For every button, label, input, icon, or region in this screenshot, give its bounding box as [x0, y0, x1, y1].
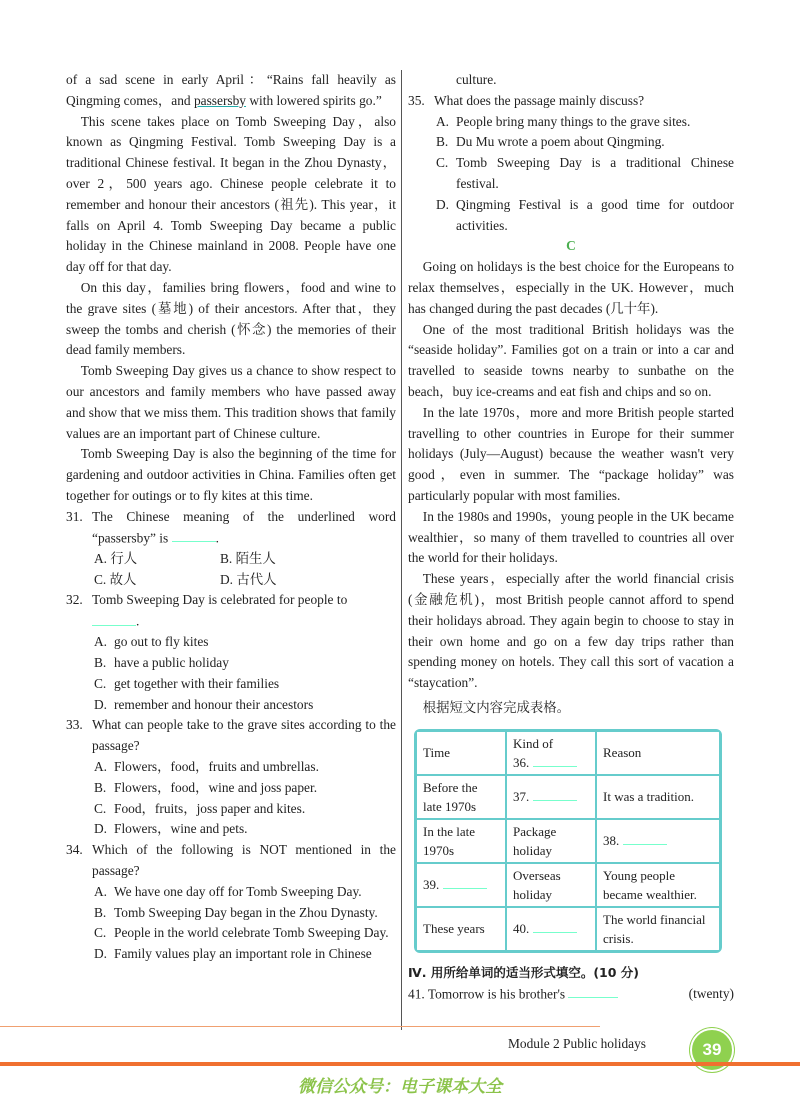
question-32: 32. Tomb Sweeping Day is celebrated for people to .: [66, 592, 348, 629]
option-d[interactable]: D. Family values play an important role in Chinese: [94, 946, 372, 962]
page-number: 39: [690, 1028, 734, 1072]
table-row: 39. Overseas holiday Young people became wealthier.: [416, 863, 720, 907]
option-a[interactable]: A. People bring many things to the grave sites.: [436, 113, 691, 129]
option-d[interactable]: D. remember and honour their ancestors: [94, 696, 314, 712]
table-row: In the late 1970s Package holiday 38.: [416, 819, 720, 863]
answer-blank-39[interactable]: [443, 875, 487, 889]
column-divider: [401, 70, 402, 1030]
answer-blank-40[interactable]: [533, 919, 577, 933]
question-31: 31. The Chinese meaning of the underlined word “passersby” is .: [66, 508, 396, 545]
passage-paragraph: Going on holidays is the best choice for the Europeans to relax themselves，especially in the UK. However，much has changed during the past decades (几十年).: [408, 259, 734, 316]
passage-paragraph: One of the most traditional British holidays was the “seaside holiday”. Families got on a train or into a car and travelled to seaside towns nearby to sunbathe on the beach，buy ice-creams and eat fish and chips and so on.: [408, 321, 734, 399]
question-34: 34. Which of the following is NOT mentioned in the passage?: [66, 842, 396, 879]
right-column: [408, 70, 734, 1005]
table-instruction: 根据短文内容完成表格。: [422, 699, 571, 715]
option-a[interactable]: A. go out to fly kites: [94, 634, 209, 650]
summary-table: [414, 729, 722, 953]
passage-paragraph: This scene takes place on Tomb Sweeping Day，also known as Qingming Festival. Tomb Sweeping Day is a traditional Chinese festival. It began in the Zhou Dynasty，over 2，500 years ago. Chinese people celebrate it to remember and honour their ancestors (祖先). This year，it falls on April 4. Tomb Sweeping Day became a public holiday in the Chinese mainland in 2008. People have one day off for that day.: [66, 113, 396, 275]
footer-bar: [0, 1062, 800, 1066]
option-b[interactable]: B. Tomb Sweeping Day began in the Zhou Dynasty.: [94, 904, 378, 920]
answer-blank[interactable]: [92, 611, 136, 625]
option-b[interactable]: B. 陌生人: [220, 550, 276, 566]
left-column: [66, 70, 396, 965]
table-row: Before the late 1970s 37. It was a tradition.: [416, 775, 720, 819]
option-a[interactable]: A. Flowers，food，fruits and umbrellas.: [94, 759, 319, 775]
option-b[interactable]: B. have a public holiday: [94, 655, 229, 671]
option-c[interactable]: C. get together with their families: [94, 675, 280, 691]
option-b[interactable]: B. Flowers，food，wine and joss paper.: [94, 779, 318, 795]
options-row: [66, 570, 396, 591]
option-d[interactable]: D. 古代人: [220, 571, 277, 587]
option-c[interactable]: C. Food，fruits，joss paper and kites.: [94, 800, 306, 816]
option-d[interactable]: D. Qingming Festival is a good time for outdoor activities.: [436, 196, 734, 233]
footer-module: Module 2 Public holidays: [508, 1036, 646, 1051]
answer-blank-38[interactable]: [623, 831, 667, 845]
table-row: These years 40. The world financial crisis.: [416, 907, 720, 951]
option-a[interactable]: A. 行人: [94, 550, 138, 566]
option-c[interactable]: C. Tomb Sweeping Day is a traditional Chinese festival.: [436, 155, 734, 191]
passage-paragraph: Tomb Sweeping Day is also the beginning of the time for gardening and outdoor activities in China. Families often get together for outings or to fly kites at this time.: [66, 446, 396, 503]
question-33: 33. What can people take to the grave sites according to the passage?: [66, 717, 396, 754]
option-a[interactable]: A. We have one day off for Tomb Sweeping Day.: [94, 883, 362, 899]
options-row: [66, 549, 396, 570]
section-heading: C: [566, 238, 576, 254]
option-continuation: culture.: [456, 72, 497, 87]
option-c[interactable]: C. People in the world celebrate Tomb Sweeping Day.: [94, 925, 389, 941]
answer-blank-37[interactable]: [533, 787, 577, 801]
answer-blank[interactable]: [172, 528, 216, 542]
answer-blank-41[interactable]: [568, 984, 618, 998]
wechat-watermark: 微信公众号：电子课本大全: [298, 1077, 502, 1097]
answer-blank-36[interactable]: [533, 753, 577, 767]
passage-paragraph: These years，especially after the world financial crisis (金融危机)，most British people cannot afford to spend their holidays abroad. They again begin to choose to stay in their own home and go on a few day trips rather than spending money on hotels. They call this sort of vacation a “staycation”.: [408, 571, 734, 691]
passage-paragraph: On this day，families bring flowers，food and wine to the grave sites (墓地) of their ancestors. After that，they sweep the tombs and cherish (怀念) the memories of their dead family members.: [66, 279, 396, 358]
table-header-row: Time Kind of 36. Reason: [416, 731, 720, 775]
option-d[interactable]: D. Flowers，wine and pets.: [94, 821, 248, 837]
footer-rule: [0, 1026, 600, 1027]
question-41: 41. Tomorrow is his brother's (twenty): [408, 985, 734, 1001]
passage-opening: of a sad scene in early April：“Rains fall heavily as Qingming comes，and passersby with lowered spirits go.”: [66, 72, 396, 108]
passage-paragraph: In the late 1970s，more and more British people started travelling to other countries in Europe for their summer holidays (July—August) because the weather wasn't very good，even in summer. The “package holiday” was particularly popular with most families.: [408, 404, 734, 503]
passage-paragraph: Tomb Sweeping Day gives us a chance to show respect to our ancestors and family members who have passed away and show that we miss them. This tradition shows that family values are an important part of Chinese culture.: [66, 363, 396, 441]
passage-paragraph: In the 1980s and 1990s，young people in the UK became wealthier，so many of them travelled to countries all over the world for their holidays.: [408, 508, 734, 566]
section-iv-heading: Ⅳ. 用所给单词的适当形式填空。(10 分): [408, 964, 640, 980]
underlined-word: passersby: [193, 92, 247, 108]
option-b[interactable]: B. Du Mu wrote a poem about Qingming.: [436, 134, 665, 150]
option-c[interactable]: C. 故人: [94, 571, 137, 587]
question-35: 35. What does the passage mainly discuss?: [408, 92, 645, 108]
